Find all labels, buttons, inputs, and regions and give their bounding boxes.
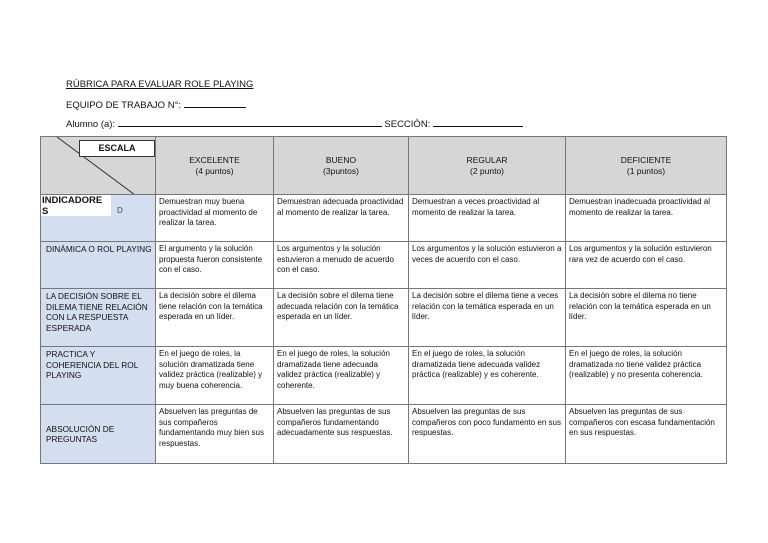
indicator-cell [41,195,156,242]
rubric-cell: Absuelven las preguntas de sus compañeros fundamentando muy bien sus respuestas. [156,405,274,464]
rubric-title: RÚBRICA PARA EVALUAR ROLE PLAYING [66,79,254,90]
hidden-tail: D [117,206,123,215]
scale-indicator-corner-cell [41,137,156,195]
section-blank[interactable] [433,117,523,127]
column-points: (2 punto) [469,165,505,176]
table-row [41,195,727,242]
rubric-cell: La decisión sobre el dilema tiene relación con la temática esperada en un líder. [156,289,274,347]
section-label: SECCIÓN: [384,119,431,130]
column-header-excelente [156,137,274,195]
rubric-cell: Absuelven las preguntas de sus compañeros con escasa fundamentación en sus respuestas. [566,405,727,464]
rubric-cell: En el juego de roles, la solución dramatizada tiene adecuada validez práctica (realizable) y coherente. [274,347,409,405]
student-line [66,117,523,130]
column-name: DEFICIENTE [620,154,672,165]
rubric-cell: La decisión sobre el dilema no tiene relación con la temática esperada en un líder. [566,289,727,347]
rubric-cell: En el juego de roles, la solución dramatizada tiene validez práctica (realizable) y muy buena coherencia. [156,347,274,405]
rubric-cell: Los argumentos y la solución estuvieron rara vez de acuerdo con el caso. [566,242,727,289]
rubric-cell: Los argumentos y la solución estuvieron a menudo de acuerdo con el caso. [274,242,409,289]
column-header-regular [409,137,566,195]
rubric-cell: El argumento y la solución propuesta fueron consistente con el caso. [156,242,274,289]
rubric-cell: Absuelven las preguntas de sus compañeros fundamentando adecuadamente sus respuestas. [274,405,409,464]
column-header-bueno [274,137,409,195]
table-row [41,242,727,289]
rubric-cell: La decisión sobre el dilema tiene a veces relación con la temática esperada en un líder. [409,289,566,347]
indicator-cell: DINÁMICA O ROL PLAYING [41,242,156,289]
column-points: (4 puntos) [195,165,234,176]
rubric-cell: Los argumentos y la solución estuvieron a veces de acuerdo con el caso. [409,242,566,289]
rubric-cell: Demuestran a veces proactividad al momento de realizar la tarea. [409,195,566,242]
escala-label: ESCALA [79,140,155,157]
column-name: EXCELENTE [189,154,240,165]
student-name-blank[interactable] [118,117,382,127]
indicadores-label: INDICADORE S [41,195,111,217]
rubric-cell: Demuestran inadecuada proactividad al momento de realizar la tarea. [566,195,727,242]
column-name: REGULAR [466,154,508,165]
team-number-line [66,98,246,111]
column-points: (1 puntos) [626,165,666,176]
rubric-cell: En el juego de roles, la solución dramatizada no tiene validez práctica (realizable) y no presenta coherencia. [566,347,727,405]
team-label: EQUIPO DE TRABAJO N°: [66,100,182,111]
column-name: BUENO [325,154,357,165]
table-row [41,289,727,347]
rubric-cell: Demuestran muy buena proactividad al momento de realizar la tarea. [156,195,274,242]
column-header-deficiente [566,137,727,195]
indicator-cell: LA DECISIÓN SOBRE EL DILEMA TIENE RELACIÓN CON LA RESPUESTA ESPERADA [41,289,156,347]
team-number-blank[interactable] [184,98,246,108]
rubric-cell: Demuestran adecuada proactividad al momento de realizar la tarea. [274,195,409,242]
rubric-table [40,136,727,464]
table-header-row [41,137,727,195]
table-row [41,405,727,464]
column-points: (3puntos) [323,165,359,176]
indicator-cell: PRACTICA Y COHERENCIA DEL ROL PLAYING [41,347,156,405]
student-label: Alumno (a): [66,119,116,130]
indicator-cell: ABSOLUCIÓN DE PREGUNTAS [41,405,156,464]
table-row [41,347,727,405]
rubric-cell: Absuelven las preguntas de sus compañeros con poco fundamento en sus respuestas. [409,405,566,464]
rubric-cell: En el juego de roles, la solución dramatizada tiene adecuada validez práctica (realizable) y es coherente. [409,347,566,405]
rubric-cell: La decisión sobre el dilema tiene adecuada relación con la temática esperada en un líder. [274,289,409,347]
